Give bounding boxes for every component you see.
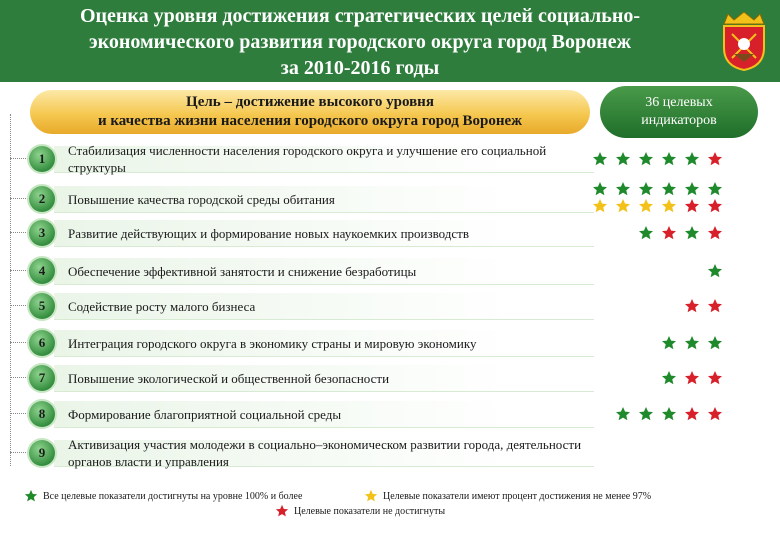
- red-star-icon: [685, 407, 699, 420]
- red-star-icon: [708, 199, 722, 212]
- indicator-stars: [590, 197, 728, 217]
- goal-banner: [30, 90, 590, 134]
- objective-row: [0, 361, 780, 395]
- indicators-line: индикаторов: [641, 113, 717, 128]
- green-star-icon: [662, 152, 676, 165]
- legend-text: Целевые показатели имеют процент достижения не менее 97%: [383, 490, 652, 502]
- green-star-icon: [616, 407, 630, 420]
- green-star-icon: [708, 336, 722, 349]
- objective-number: 4: [29, 258, 55, 284]
- goal-line: и качества жизни населения городского округа город Воронеж: [97, 113, 523, 129]
- page-title: [20, 3, 700, 81]
- green-star-icon: [639, 407, 653, 420]
- indicator-stars: [613, 405, 728, 425]
- objective-text: Развитие действующих и формирование новых наукоемких производств: [68, 225, 470, 241]
- red-star-icon: [685, 199, 699, 212]
- yellow-star-icon: [639, 199, 653, 212]
- objective-row: [0, 436, 780, 470]
- indicator-stars: [636, 224, 728, 244]
- objective-number: 8: [29, 401, 55, 427]
- yellow-star-icon: [662, 199, 676, 212]
- header-banner: [0, 0, 780, 82]
- green-star-icon: [662, 371, 676, 384]
- objective-number: 5: [29, 293, 55, 319]
- yellow-star-icon: [616, 199, 630, 212]
- legend-text: Все целевые показатели достигнуты на уровне 100% и более: [43, 490, 303, 502]
- objective-text: Повышение экологической и общественной безопасности: [68, 370, 390, 386]
- legend-item-red: [275, 504, 445, 518]
- objective-row: [0, 216, 780, 250]
- legend-text: Целевые показатели не достигнуты: [294, 505, 446, 517]
- voronezh-coat-of-arms-logo: [718, 10, 770, 72]
- red-star-icon: [708, 371, 722, 384]
- green-star-icon: [685, 182, 699, 195]
- indicator-stars: [682, 297, 728, 317]
- indicators-banner: [600, 86, 758, 138]
- objective-row: [0, 142, 780, 176]
- objective-number: 3: [29, 220, 55, 246]
- green-star-icon: [708, 182, 722, 195]
- green-star-icon: [685, 226, 699, 239]
- objective-number: 7: [29, 365, 55, 391]
- objective-number: 2: [29, 186, 55, 212]
- objective-text: Содействие росту малого бизнеса: [68, 298, 256, 314]
- indicator-stars: [590, 150, 728, 170]
- red-star-icon: [708, 226, 722, 239]
- objective-text: Стабилизация численности населения городского округа и улучшение его социальной структуры: [68, 143, 547, 175]
- green-star-icon: [593, 152, 607, 165]
- legend-item-yellow: [364, 489, 651, 503]
- yellow-star-icon: [364, 489, 378, 503]
- objective-text: Повышение качества городской среды обитания: [68, 191, 335, 207]
- objective-row: [0, 397, 780, 431]
- objective-text: Обеспечение эффективной занятости и снижение безработицы: [68, 263, 417, 279]
- green-star-icon: [662, 407, 676, 420]
- title-line: за 2010-2016 годы: [280, 57, 440, 79]
- green-star-icon: [616, 152, 630, 165]
- green-star-icon: [639, 182, 653, 195]
- objective-text: Интеграция городского округа в экономику страны и мировую экономику: [68, 335, 477, 351]
- green-star-icon: [662, 336, 676, 349]
- objective-number: 1: [29, 146, 55, 172]
- title-line: Оценка уровня достижения стратегических целей социально-: [79, 5, 641, 27]
- green-star-icon: [662, 182, 676, 195]
- indicator-stars: [659, 369, 728, 389]
- green-star-icon: [685, 152, 699, 165]
- red-star-icon: [708, 407, 722, 420]
- indicators-text: [600, 94, 758, 130]
- objective-row: [0, 254, 780, 288]
- objective-text: Формирование благоприятной социальной среды: [68, 406, 342, 422]
- green-star-icon: [685, 336, 699, 349]
- title-line: экономического развития городского округа город Воронеж: [88, 31, 631, 53]
- objective-text: Активизация участия молодежи в социально–экономическом развитии города, деятельности органов власти и управления: [68, 437, 582, 469]
- red-star-icon: [708, 152, 722, 165]
- objective-row: [0, 326, 780, 360]
- green-star-icon: [24, 489, 38, 503]
- objective-row: [0, 182, 780, 216]
- green-star-icon: [708, 264, 722, 277]
- red-star-icon: [685, 371, 699, 384]
- indicators-line: 36 целевых: [645, 95, 713, 110]
- red-star-icon: [275, 504, 289, 518]
- indicator-stars: [659, 334, 728, 354]
- objective-number: 9: [29, 440, 55, 466]
- goal-text: [30, 93, 590, 131]
- goal-line: Цель – достижение высокого уровня: [186, 94, 434, 110]
- red-star-icon: [662, 226, 676, 239]
- green-star-icon: [616, 182, 630, 195]
- objective-number: 6: [29, 330, 55, 356]
- yellow-star-icon: [593, 199, 607, 212]
- legend: [0, 487, 780, 537]
- objective-row: [0, 289, 780, 323]
- red-star-icon: [685, 299, 699, 312]
- green-star-icon: [639, 152, 653, 165]
- green-star-icon: [639, 226, 653, 239]
- red-star-icon: [708, 299, 722, 312]
- indicator-stars: [705, 262, 728, 282]
- green-star-icon: [593, 182, 607, 195]
- legend-item-green: [24, 489, 302, 503]
